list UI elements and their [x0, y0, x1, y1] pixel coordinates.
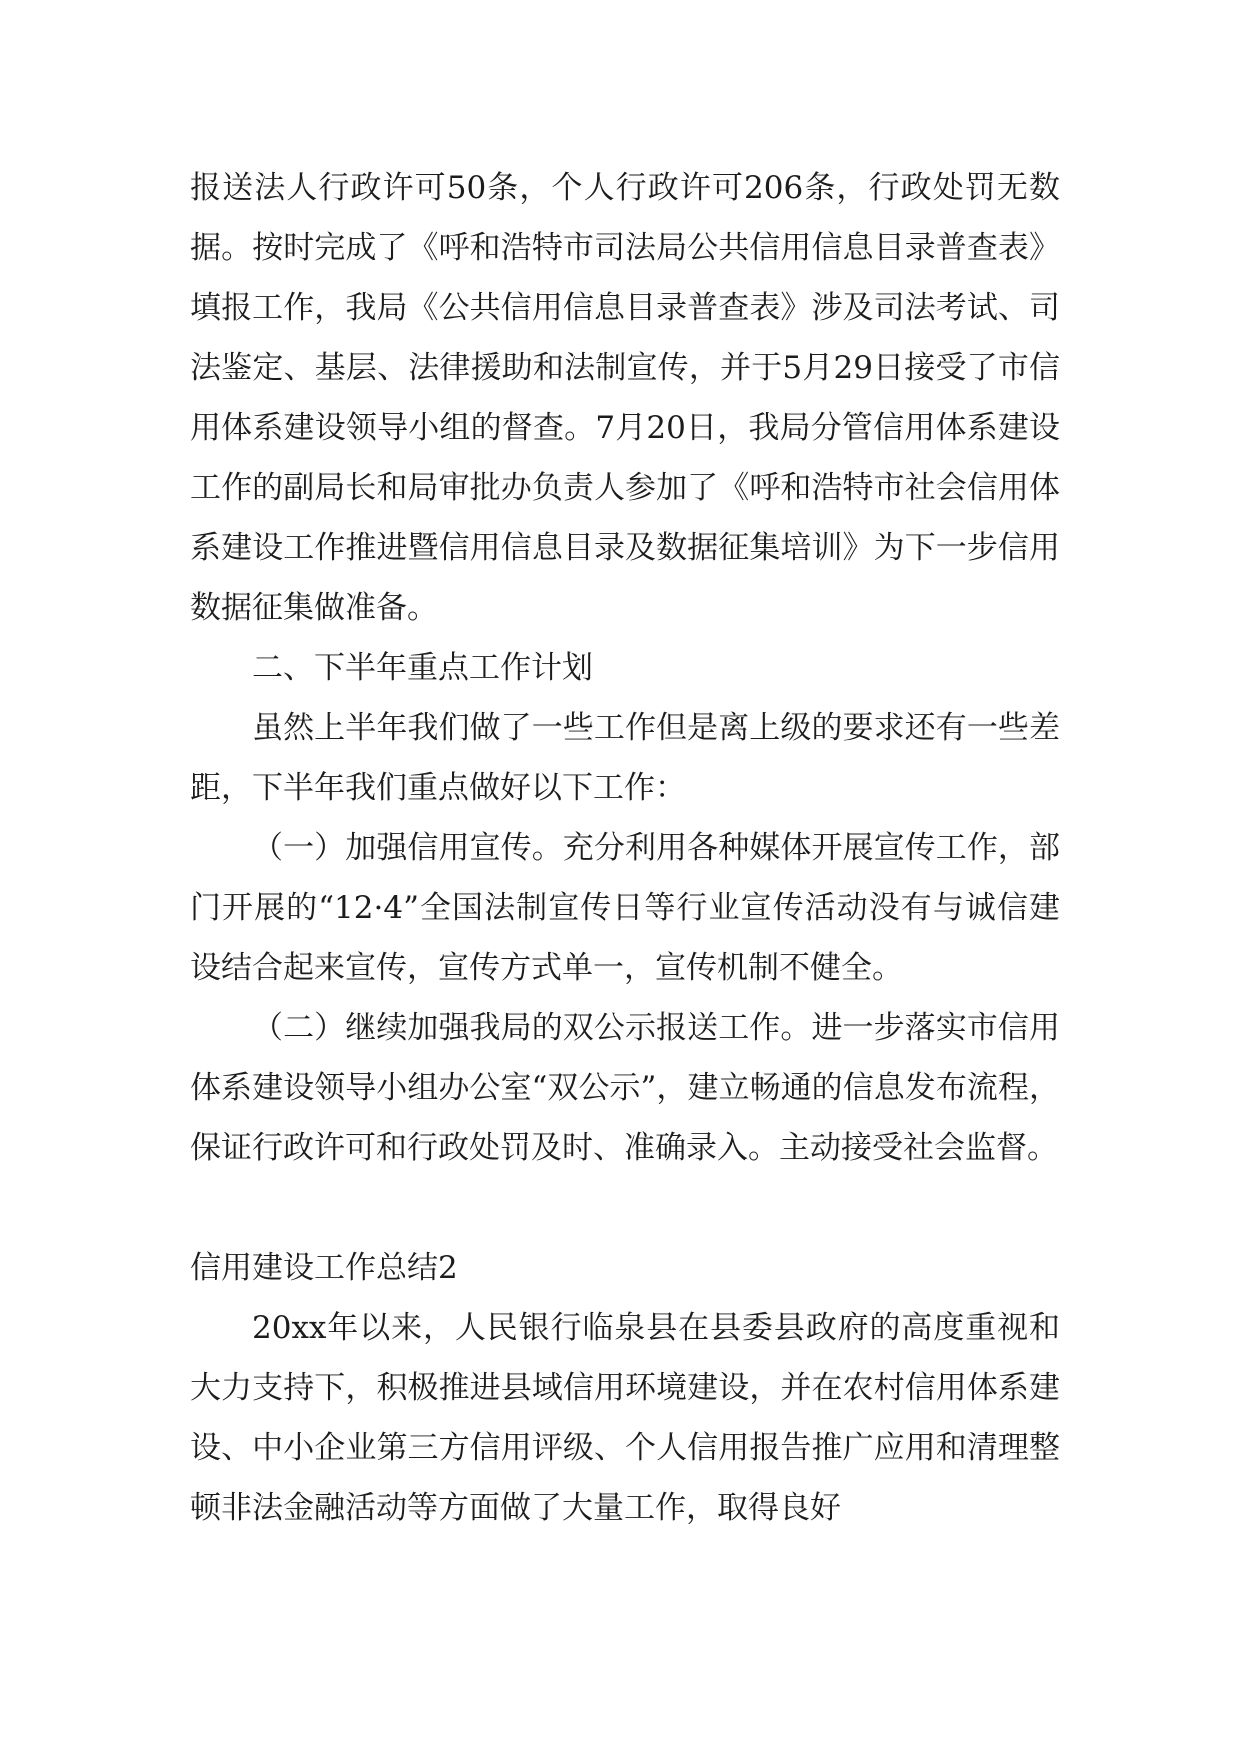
- heading-second-half-plan: 二、下半年重点工作计划: [252, 650, 593, 686]
- paragraph-item-two: （二）继续加强我局的双公示报送工作。进一步落实市信用体系建设领导小组办公室“双公示”，建立畅通的信息发布流程，保证行政许可和行政处罚及时、准确录入。主动接受社会监督。: [190, 1010, 1060, 1166]
- paragraph-section-two-intro: 20xx年以来，人民银行临泉县在县委县政府的高度重视和大力支持下，积极推进县域信用环境建设，并在农村信用体系建设、中小企业第三方信用评级、个人信用报告推广应用和清理整顿非法金融活动等方面做了大量工作，取得良好: [190, 1310, 1060, 1526]
- paragraph-item-one: （一）加强信用宣传。充分利用各种媒体开展宣传工作，部门开展的“12·4”全国法制宣传日等行业宣传活动没有与诚信建设结合起来宣传，宣传方式单一，宣传机制不健全。: [190, 830, 1060, 986]
- section-spacer: [190, 1178, 1060, 1238]
- paragraph-credit-data-report: 报送法人行政许可50条，个人行政许可206条，行政处罚无数据。按时完成了《呼和浩特市司法局公共信用信息目录普查表》填报工作，我局《公共信用信息目录普查表》涉及司法考试、司法鉴定、基层、法律援助和法制宣传，并于5月29日接受了市信用体系建设领导小组的督查。7月20日，我局分管信用体系建设工作的副局长和局审批办负责人参加了《呼和浩特市社会信用体系建设工作推进暨信用信息目录及数据征集培训》为下一步信用数据征集做准备。: [190, 170, 1060, 626]
- paragraph-gap-intro: 虽然上半年我们做了一些工作但是离上级的要求还有一些差距，下半年我们重点做好以下工作：: [190, 710, 1060, 806]
- document-body: [190, 158, 1060, 1538]
- section-title: 信用建设工作总结2: [190, 1250, 458, 1286]
